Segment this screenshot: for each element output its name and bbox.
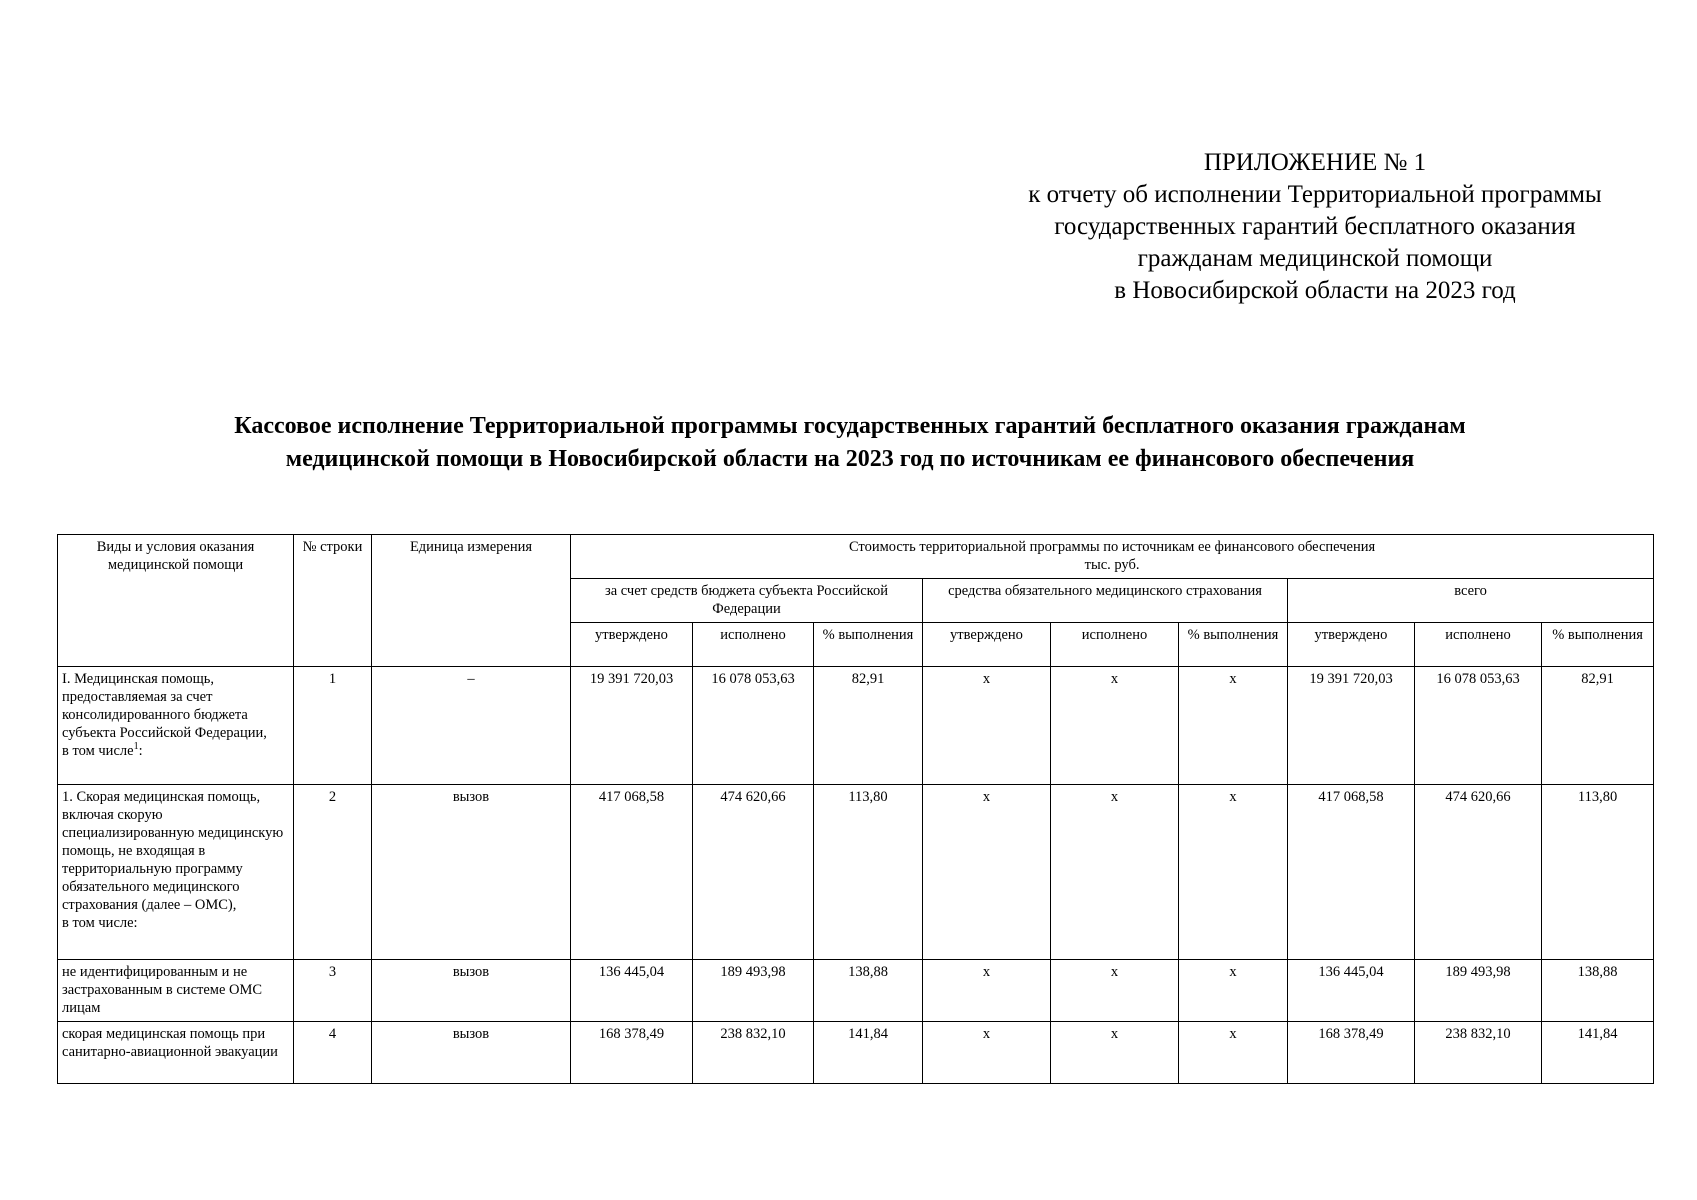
row-number: 3 — [294, 960, 372, 1022]
appendix-number: ПРИЛОЖЕНИЕ № 1 — [1203, 149, 1427, 176]
header-oms-percent: % выполнения — [1179, 623, 1288, 667]
budget-approved-cell: 19 391 720,03 — [571, 667, 693, 785]
oms-approved-cell: х — [923, 960, 1051, 1022]
header-row-number: № строки — [294, 535, 372, 667]
oms-percent-cell: х — [1179, 667, 1288, 785]
total-percent-cell: 82,91 — [1542, 667, 1654, 785]
header-cost — [571, 535, 1654, 579]
appendix-line: в Новосибирской области на 2023 год — [1114, 277, 1516, 304]
budget-percent-cell: 138,88 — [814, 960, 923, 1022]
total-executed-cell: 16 078 053,63 — [1415, 667, 1542, 785]
header-oms-approved: утверждено — [923, 623, 1051, 667]
row-name-suffix: : — [138, 743, 143, 759]
document-title-line: Кассовое исполнение Территориальной программы государственных гарантий бесплатного оказания гражданам — [234, 413, 1466, 439]
total-percent-cell: 141,84 — [1542, 1022, 1654, 1084]
oms-approved-cell: х — [923, 1022, 1051, 1084]
oms-executed-cell: х — [1051, 1022, 1179, 1084]
header-unit: Единица измерения — [372, 535, 571, 667]
budget-percent-cell: 113,80 — [814, 785, 923, 960]
budget-execution-table — [57, 534, 1654, 1084]
row-unit: вызов — [372, 785, 571, 960]
header-cost-title: Стоимость территориальной программы по источникам ее финансового обеспечения — [848, 539, 1376, 555]
row-name: скорая медицинская помощь при санитарно-авиационной эвакуации — [58, 1022, 294, 1084]
total-executed-cell: 189 493,98 — [1415, 960, 1542, 1022]
header-budget-percent: % выполнения — [814, 623, 923, 667]
row-name: не идентифицированным и не застрахованным в системе ОМС лицам — [58, 960, 294, 1022]
header-total-approved: утверждено — [1288, 623, 1415, 667]
total-approved-cell: 417 068,58 — [1288, 785, 1415, 960]
budget-approved-cell: 168 378,49 — [571, 1022, 693, 1084]
header-budget-executed: исполнено — [693, 623, 814, 667]
total-approved-cell: 136 445,04 — [1288, 960, 1415, 1022]
oms-approved-cell: х — [923, 785, 1051, 960]
header-cost-unit: тыс. руб. — [1084, 557, 1140, 573]
footnote-mark: 1 — [133, 741, 139, 753]
oms-percent-cell: х — [1179, 1022, 1288, 1084]
row-name — [58, 785, 294, 960]
document-title — [80, 410, 1620, 476]
row-number: 1 — [294, 667, 372, 785]
row-name-tail: в том числе — [62, 743, 134, 759]
header-group-total: всего — [1288, 579, 1654, 623]
oms-percent-cell: х — [1179, 960, 1288, 1022]
row-number: 2 — [294, 785, 372, 960]
table-row — [58, 960, 1654, 1022]
budget-executed-cell: 238 832,10 — [693, 1022, 814, 1084]
header-oms-executed: исполнено — [1051, 623, 1179, 667]
row-unit: – — [372, 667, 571, 785]
appendix-line: государственных гарантий бесплатного оказания — [1054, 213, 1576, 240]
appendix-header — [975, 147, 1655, 307]
appendix-line: гражданам медицинской помощи — [1137, 245, 1493, 272]
budget-executed-cell: 189 493,98 — [693, 960, 814, 1022]
header-group-oms: средства обязательного медицинского страхования — [923, 579, 1288, 623]
budget-approved-cell: 417 068,58 — [571, 785, 693, 960]
total-percent-cell: 138,88 — [1542, 960, 1654, 1022]
header-budget-approved: утверждено — [571, 623, 693, 667]
oms-executed-cell: х — [1051, 960, 1179, 1022]
appendix-line: к отчету об исполнении Территориальной программы — [1028, 181, 1602, 208]
row-number: 4 — [294, 1022, 372, 1084]
total-percent-cell: 113,80 — [1542, 785, 1654, 960]
oms-executed-cell: х — [1051, 785, 1179, 960]
row-unit: вызов — [372, 1022, 571, 1084]
budget-approved-cell: 136 445,04 — [571, 960, 693, 1022]
header-group-budget: за счет средств бюджета субъекта Российской Федерации — [571, 579, 923, 623]
row-name-tail: в том числе: — [62, 915, 138, 931]
document-title-line: медицинской помощи в Новосибирской области на 2023 год по источникам ее финансового обеспечения — [285, 446, 1415, 472]
row-name-text: I. Медицинская помощь, предоставляемая за счет консолидированного бюджета субъекта Российской Федерации, — [62, 671, 267, 741]
oms-percent-cell: х — [1179, 785, 1288, 960]
oms-executed-cell: х — [1051, 667, 1179, 785]
budget-executed-cell: 16 078 053,63 — [693, 667, 814, 785]
table-row — [58, 785, 1654, 960]
table-row — [58, 667, 1654, 785]
row-name-text: 1. Скорая медицинская помощь, включая скорую специализированную медицинскую помощь, не входящая в территориальную программу обязательного медицинского страхования (далее – ОМС), — [62, 789, 284, 913]
header-total-percent: % выполнения — [1542, 623, 1654, 667]
total-approved-cell: 168 378,49 — [1288, 1022, 1415, 1084]
oms-approved-cell: х — [923, 667, 1051, 785]
budget-executed-cell: 474 620,66 — [693, 785, 814, 960]
total-approved-cell: 19 391 720,03 — [1288, 667, 1415, 785]
table-row — [58, 1022, 1654, 1084]
total-executed-cell: 238 832,10 — [1415, 1022, 1542, 1084]
budget-percent-cell: 141,84 — [814, 1022, 923, 1084]
row-unit: вызов — [372, 960, 571, 1022]
total-executed-cell: 474 620,66 — [1415, 785, 1542, 960]
header-total-executed: исполнено — [1415, 623, 1542, 667]
header-types: Виды и условия оказания медицинской помощи — [58, 535, 294, 667]
row-name — [58, 667, 294, 785]
budget-percent-cell: 82,91 — [814, 667, 923, 785]
